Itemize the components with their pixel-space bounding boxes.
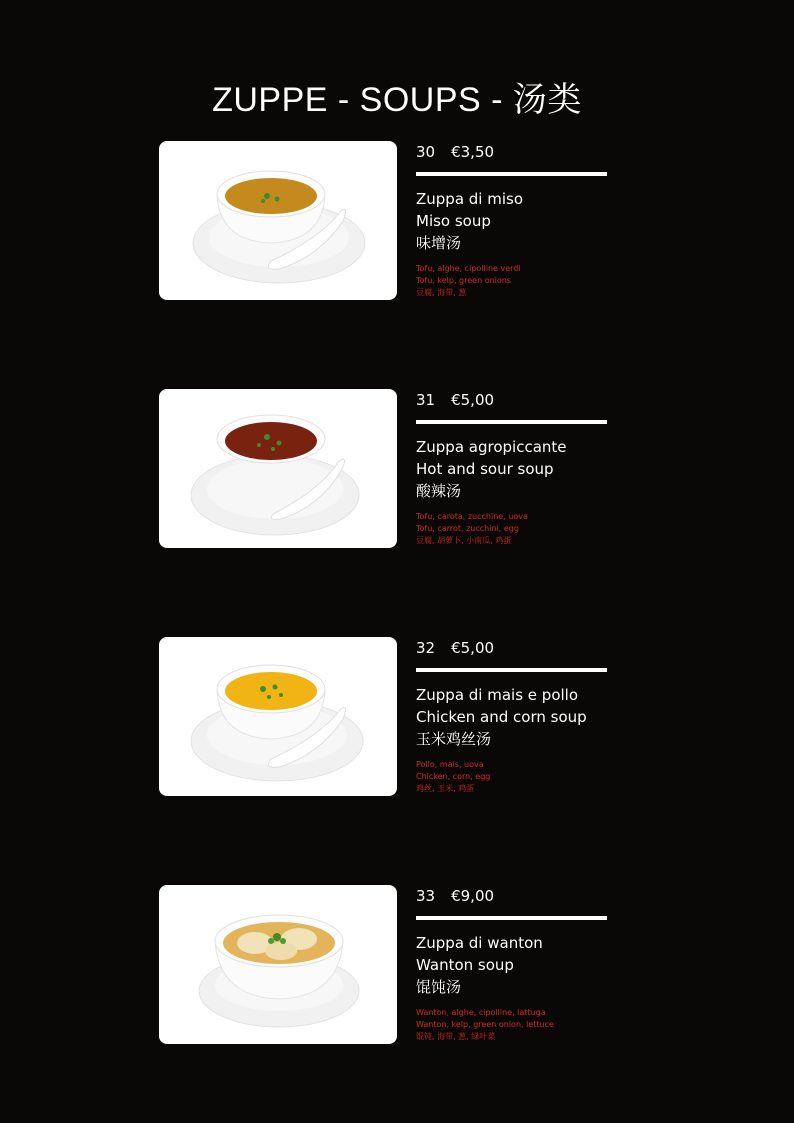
item-price: €9,00 (451, 887, 495, 905)
menu-item (159, 141, 619, 301)
ingredients-english: Tofu, carrot, zucchini, egg (416, 524, 519, 533)
ingredients-italian: Wanton, alghe, cipolline, lattuga (416, 1008, 546, 1017)
ingredients-english: Wanton, kelp, green onion, lettuce (416, 1020, 554, 1029)
item-number: 33 (416, 887, 436, 905)
item-name-chinese: 味增汤 (416, 234, 462, 252)
item-name-english: Miso soup (416, 212, 491, 230)
item-name-chinese: 玉米鸡丝汤 (416, 730, 492, 748)
ingredients-english: Chicken, corn, egg (416, 772, 491, 781)
soup-photo (159, 885, 397, 1044)
item-number: 32 (416, 639, 436, 657)
item-name-italian: Zuppa di mais e pollo (416, 686, 579, 704)
item-price: €5,00 (451, 391, 495, 409)
item-name-chinese: 馄饨汤 (416, 978, 462, 996)
item-price: €5,00 (451, 639, 495, 657)
ingredients-chinese: 豆腐, 海带, 葱 (416, 288, 467, 297)
ingredients-english: Tofu, kelp, green onions (416, 276, 512, 285)
soup-photo (159, 141, 397, 300)
item-name-italian: Zuppa agropiccante (416, 438, 567, 456)
item-name-chinese: 酸辣汤 (416, 482, 462, 500)
item-name-english: Hot and sour soup (416, 460, 554, 478)
divider (416, 668, 607, 672)
divider (416, 172, 607, 176)
item-name-italian: Zuppa di miso (416, 190, 524, 208)
page-title: ZUPPE - SOUPS - 汤类 (212, 81, 582, 119)
ingredients-chinese: 馄饨, 海带, 葱, 绿叶菜 (416, 1032, 496, 1041)
item-name-english: Wanton soup (416, 956, 514, 974)
ingredients-italian: Tofu, carota, zucchine, uova (416, 512, 528, 521)
item-price: €3,50 (451, 143, 495, 161)
soup-photo (159, 637, 397, 796)
item-name-italian: Zuppa di wanton (416, 934, 543, 952)
divider (416, 420, 607, 424)
ingredients-italian: Pollo, mais, uova (416, 760, 484, 769)
item-number: 30 (416, 143, 436, 161)
item-number: 31 (416, 391, 436, 409)
divider (416, 916, 607, 920)
ingredients-chinese: 鸡丝, 玉米, 鸡蛋 (416, 784, 475, 793)
soup-photo (159, 389, 397, 548)
item-name-english: Chicken and corn soup (416, 708, 587, 726)
menu-item (159, 637, 619, 797)
menu-item (159, 389, 619, 549)
ingredients-italian: Tofu, alghe, cipolline verdi (416, 264, 521, 273)
menu-item (159, 885, 619, 1045)
ingredients-chinese: 豆腐, 胡萝卜, 小南瓜, 鸡蛋 (416, 536, 512, 545)
